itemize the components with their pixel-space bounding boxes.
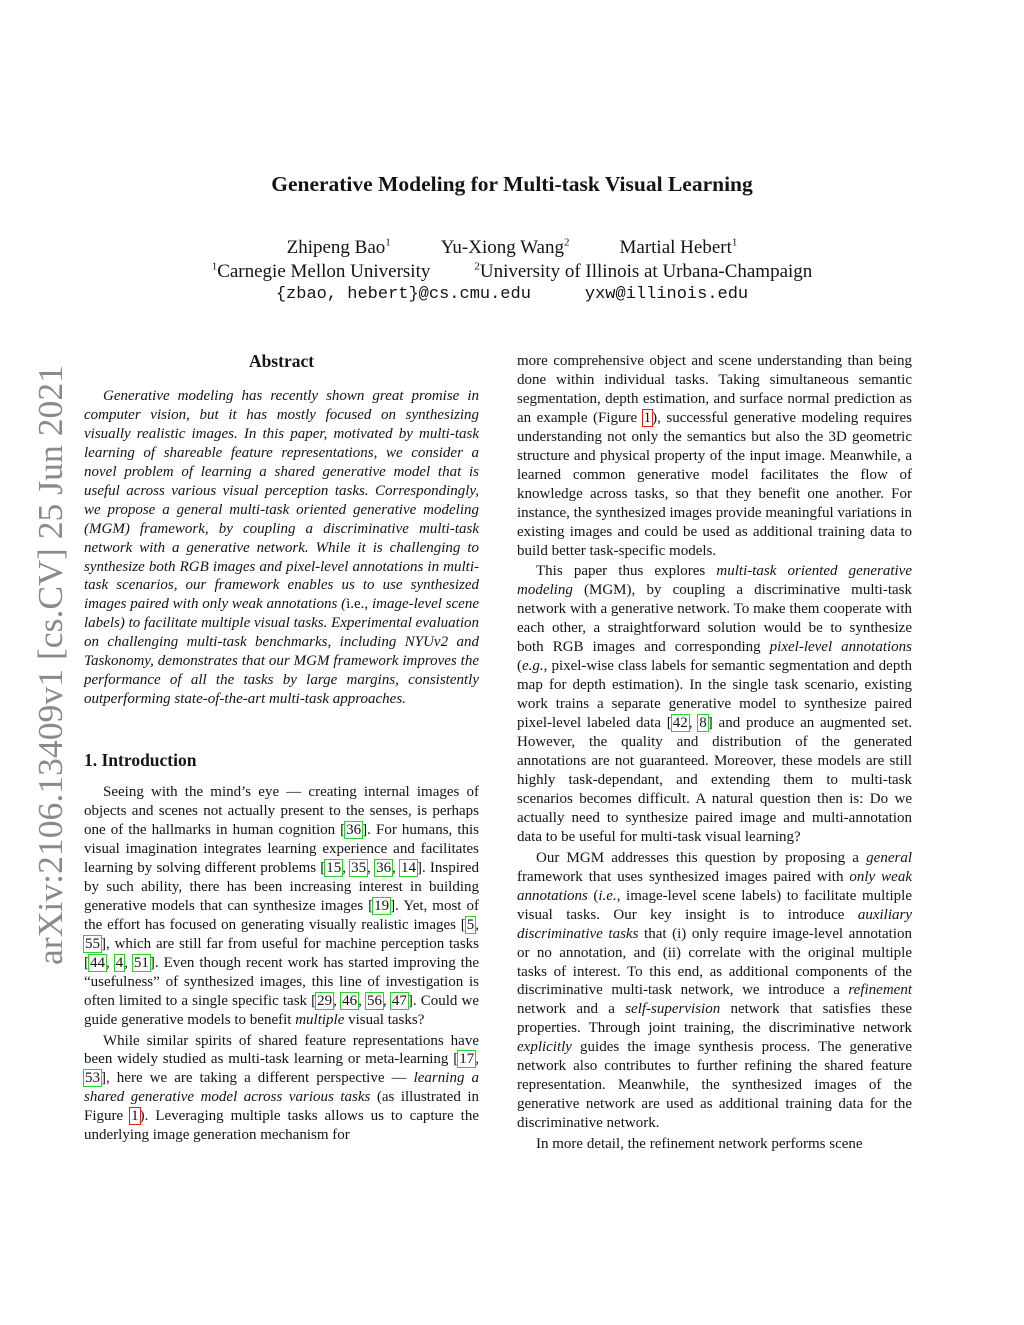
email: {zbao, hebert}@cs.cmu.edu: [275, 285, 531, 304]
citation-link[interactable]: 55: [85, 935, 100, 952]
author: Martial Hebert$^1$: [619, 236, 738, 258]
citation-link[interactable]: 51: [133, 954, 149, 971]
citation-link[interactable]: 36: [346, 822, 362, 839]
citation-link[interactable]: 47: [391, 992, 407, 1009]
citation-link[interactable]: 17: [459, 1051, 475, 1068]
citation-link[interactable]: 53: [85, 1070, 100, 1087]
author: Zhipeng Bao$^1$: [286, 236, 391, 258]
figure-ref-link[interactable]: 1: [131, 1108, 139, 1125]
body-paragraph: more comprehensive object and scene understanding than being done within individual tasks. Taking simultaneous semantic segmentation, depth estimation, and surface normal prediction as an example (Figure 1), successful generative modeling requires understanding not only the semantics but also the 3D geometric structure and physical property of the input image. Meanwhile, a learned common generative model facilitates the flow of knowledge across tasks, so that they benefit one another. For instance, the synthesized images provide meaningful variations in existing images and could be used as additional training data to build better task-specific models.: [517, 353, 913, 559]
arxiv-stamp: [14, 360, 74, 970]
citation-link[interactable]: 29: [317, 992, 333, 1009]
citation-link[interactable]: 4: [115, 954, 124, 971]
citation-link[interactable]: 8: [699, 715, 707, 732]
author-list: [0, 237, 1024, 259]
paper-title: Generative Modeling for Multi-task Visual Learning: [271, 172, 753, 196]
email: yxw@illinois.edu: [584, 285, 749, 304]
citation-link[interactable]: 46: [342, 992, 358, 1009]
affiliation: $^2$University of Illinois at Urbana-Champaign: [474, 260, 813, 282]
body-paragraph: This paper thus explores multi-task oriented generative modeling (MGM), by coupling a discriminative multi-task network with a generative network. To make them cooperate with each other, a straightforward solution would be to synthesize both RGB images and corresponding pixel-level annotations (e.g., pixel-wise class labels for semantic segmentation and depth map for depth estimation). In the single task scenario, existing work trains a separate generative model to synthesize paired pixel-level labeled data [42, 8] and produce an augmented set. However, the quality and distribution of the generated annotations are not guaranteed. Moreover, these models are still highly task-dependant, and extending them to multi-task scenarios becomes difficult. A natural question then is: Do we actually need to synthesize paired image and multi-annotation data to be useful for multi-task visual learning?: [517, 563, 913, 845]
left-column: [84, 352, 479, 1145]
citation-link[interactable]: 5: [466, 916, 475, 933]
citation-link[interactable]: 14: [400, 859, 416, 876]
citation-link[interactable]: 56: [366, 992, 382, 1009]
right-column: [517, 352, 912, 1154]
citation-link[interactable]: 36: [376, 859, 392, 876]
email-list: [0, 285, 1024, 304]
figure-ref-link[interactable]: 1: [643, 409, 652, 426]
citation-link[interactable]: 15: [326, 859, 342, 876]
section-heading-introduction: 1. Introduction: [84, 750, 197, 771]
citation-link[interactable]: 35: [351, 859, 367, 876]
arxiv-id: arXiv:2106.13409v1 [cs.CV] 25 Jun 2021: [31, 375, 70, 965]
affiliation-list: [0, 261, 1024, 283]
intro-paragraph: While similar spirits of shared feature representations have been widely studied as multi-task learning or meta-learning [17, 53], here we are taking a different perspective — learning a shared generative model across various tasks (as illustrated in Figure 1). Leveraging multiple tasks allows us to capture the underlying image generation mechanism for: [84, 1032, 479, 1144]
abstract-heading: Abstract: [248, 351, 315, 371]
body-paragraph: Our MGM addresses this question by proposing a general framework that uses synthesized images paired with only weak annotations (i.e., image-level scene labels) to facilitate multiple visual tasks. Our key insight is to introduce auxiliary discriminative tasks that (i) only require image-level annotation or no annotation, and (ii) correlate with the original multiple tasks of interest. To this end, as additional components of the discriminative multi-task network, we introduce a refinement network and a self-supervision network that satisfies these properties. Through joint training, the discriminative network explicitly guides the image synthesis process. The generative network also contributes to further refining the shared feature representation. Meanwhile, the synthesized images of the generative network are used as additional training data for the discriminative network.: [517, 849, 913, 1132]
abstract-text: Generative modeling has recently shown great promise in computer vision, but it has mostly focused on synthesizing visually realistic images. In this paper, motivated by multi-task learning of shareable feature representations, we consider a novel problem of learning a shared generative model that is useful across various visual perception tasks. Correspondingly, we propose a general multi-task oriented generative modeling (MGM) framework, by coupling a discriminative multi-task network with a generative network. While it is challenging to synthesize both RGB images and pixel-level annotations in multi-task scenarios, our framework enables us to use synthesized images paired with only weak annotations (i.e., image-level scene labels) to facilitate multiple visual tasks. Experimental evaluation on challenging multi-task benchmarks, including NYUv2 and Taskonomy, demonstrates that our MGM framework improves the performance of all the tasks by large margins, consistently outperforming state-of-the-art multi-task approaches.: [84, 387, 479, 708]
author: Yu-Xiong Wang$^2$: [440, 236, 570, 258]
citation-link[interactable]: 42: [672, 715, 688, 732]
intro-paragraph: Seeing with the mind’s eye — creating internal images of objects and scenes not actually present to the senses, is perhaps one of the hallmarks in human cognition [36]. For humans, this visual imagination integrates learning experience and facilitates learning by solving different problems [15, 35, 36, 14]. Inspired by such ability, there has been increasing interest in building generative models that can synthesize images [19]. Yet, most of the effort has focused on generating visually realistic images [5, 55], which are still far from useful for machine perception tasks [44, 4, 51]. Even though recent work has started improving the “usefulness” of synthesized images, this line of investigation is often limited to a single specific task [29, 46, 56, 47]. Could we guide generative models to benefit multiple visual tasks?: [84, 784, 480, 1028]
affiliation: $^1$Carnegie Mellon University: [211, 260, 431, 282]
citation-link[interactable]: 19: [374, 897, 390, 914]
citation-link[interactable]: 44: [90, 954, 105, 971]
body-paragraph: In more detail, the refinement network performs scene: [536, 1136, 863, 1153]
